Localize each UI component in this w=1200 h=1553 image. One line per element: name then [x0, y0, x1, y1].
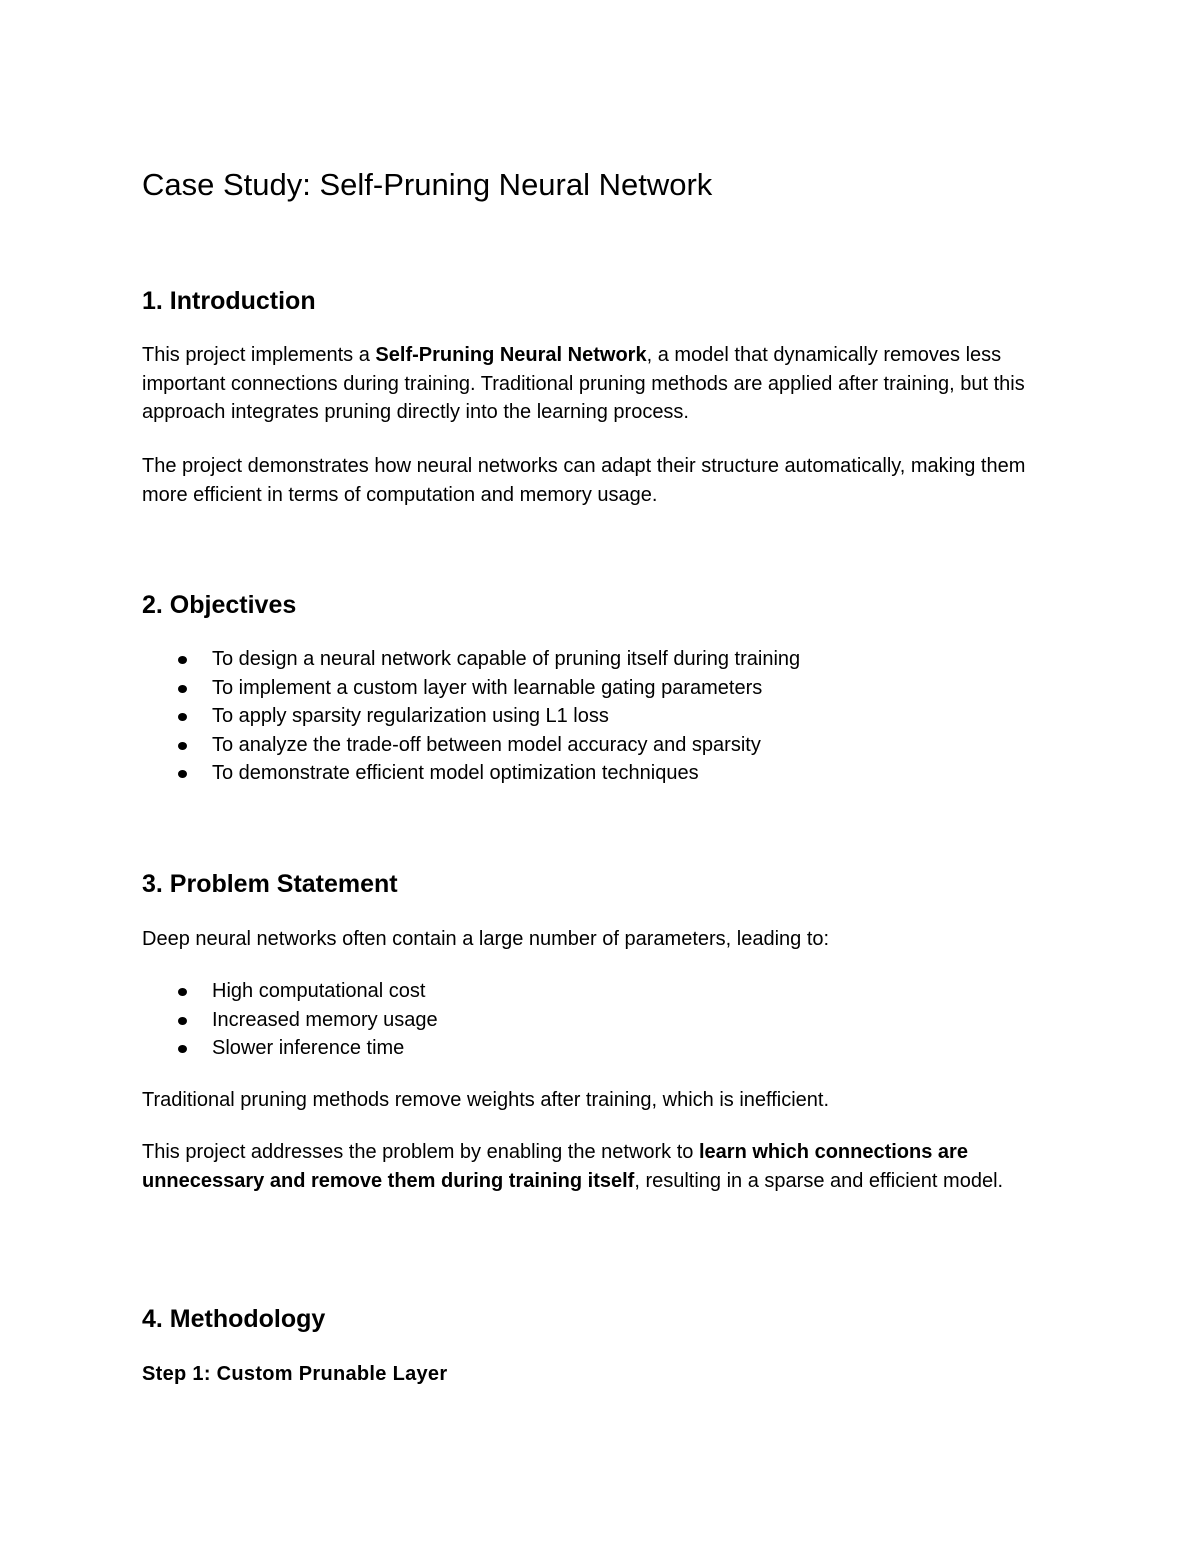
problem-intro-paragraph: Deep neural networks often contain a large number of parameters, leading to: [142, 928, 830, 950]
objective-text: To demonstrate efficient model optimization techniques [212, 762, 699, 785]
introduction-paragraph-1 [142, 341, 1047, 427]
list-item [142, 702, 800, 731]
problem-item-text: Increased memory usage [212, 1008, 438, 1031]
problem-list [142, 977, 438, 1063]
section-heading-objectives: 2. Objectives [142, 591, 297, 619]
section-heading-introduction: 1. Introduction [142, 287, 316, 315]
list-item [142, 645, 800, 674]
list-item [142, 674, 800, 703]
subheading-step-1: Step 1: Custom Prunable Layer [142, 1363, 448, 1385]
list-item [142, 759, 800, 788]
list-item [142, 731, 800, 760]
objective-text: To apply sparsity regularization using L1 loss [212, 705, 609, 728]
objectives-list [142, 645, 800, 788]
objective-text: To implement a custom layer with learnable gating parameters [212, 676, 763, 699]
problem-p3-bold-phrase: learn which connections are unnecessary and remove them during training itself [142, 1141, 968, 1192]
document-title: Case Study: Self-Pruning Neural Network [142, 167, 713, 202]
introduction-p1-bold-term: Self-Pruning Neural Network [375, 344, 647, 366]
problem-item-text: Slower inference time [212, 1037, 405, 1060]
bullet-icon [178, 713, 187, 721]
objective-text: To design a neural network capable of pruning itself during training [212, 648, 801, 670]
bullet-icon [178, 770, 187, 778]
problem-item-text: High computational cost [212, 980, 426, 1002]
bullet-icon [178, 656, 187, 664]
bullet-icon [178, 685, 187, 693]
bullet-icon [178, 742, 187, 750]
problem-p3-text-start: This project addresses the problem by enabling the network to [142, 1141, 699, 1163]
list-item [142, 1034, 438, 1063]
bullet-icon [178, 988, 187, 996]
introduction-paragraph-2: The project demonstrates how neural networks can adapt their structure automatically, making them more efficient in terms of computation and memory usage. [142, 455, 1026, 506]
bullet-icon [178, 1045, 187, 1053]
section-heading-methodology: 4. Methodology [142, 1305, 326, 1333]
introduction-p1-text-start: This project implements a [142, 344, 376, 366]
bullet-icon [178, 1017, 187, 1025]
problem-paragraph-3 [142, 1138, 1047, 1195]
list-item [142, 977, 438, 1006]
introduction-p1-text-end: , a model that dynamically removes less important connections during training. Traditional pruning methods are applied after training, but this approach integrates pruning directly into the learning process. [142, 344, 1025, 424]
problem-paragraph-2: Traditional pruning methods remove weights after training, which is inefficient. [142, 1089, 830, 1111]
list-item [142, 1006, 438, 1035]
problem-p3-text-end: , resulting in a sparse and efficient model. [634, 1169, 1004, 1192]
objective-text: To analyze the trade-off between model accuracy and sparsity [212, 733, 761, 756]
section-heading-problem-statement: 3. Problem Statement [142, 870, 398, 898]
